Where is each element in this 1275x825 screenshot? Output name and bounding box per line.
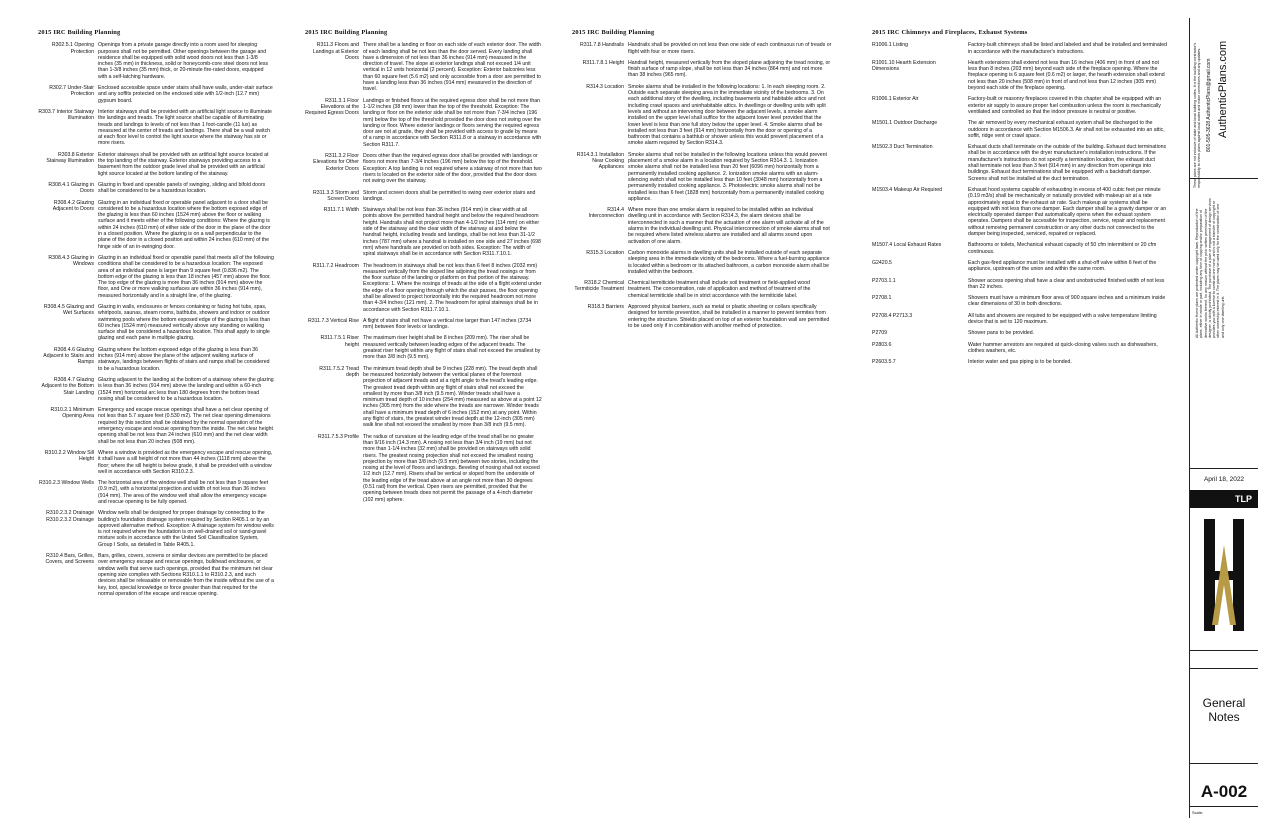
code-section-text: The horizontal area of the window well shall be not less than 9 square feet (0.9 m2), with a horizontal projection and width of not less than 36 inches (914 mm). The area of the window well shall allow the emergency escape and rescue opening to be fully opened. xyxy=(98,480,269,505)
code-section-label: R311.7.8.1 Height xyxy=(582,59,624,66)
code-section-label: R318.2 Chemical Termiticide Treatment xyxy=(574,280,624,293)
code-entry xyxy=(572,250,832,275)
code-section-text: Enclosed accessible space under stairs shall have walls, under-stair surface and any soffits protected on the enclosed side with 1/2-inch (12.7 mm) gypsum board. xyxy=(98,85,273,104)
code-section-text: There shall be a landing or floor on each side of each exterior door. The width of each landing shall be not less than the door served. Every landing shall have a dimension of not less than 36 inches (914 mm) measured in the direction of travel. The slope at exterior landings shall not exceed 1/4 unit vertical in 12 units horizontal (2 percent). Exception: Exterior balconies less than 60 square feet (5.6 m2) and only accessible from a door are permitted to have a landing less than 36 inches (914 mm) measured in the direction of travel. xyxy=(363,42,541,93)
code-section-text: The headroom in stairways shall be not less than 6 feet 8 inches (2032 mm) measured vertically from the sloped line adjoining the tread nosings or from the floor surface of the landing or platform on that portion of the stairway. Exceptions: 1. Where the nosings of treads at the side of a flight extend under the edge of a floor opening through which the stair passes, the floor opening shall be allowed to project horizontally into the required headroom not more than 4-3/4 inches (121 mm). 2. The headroom for spiral stairways shall be in accordance with Section R311.7.10.1. xyxy=(363,262,542,313)
code-section-text: Emergency and escape rescue openings shall have a net clear opening of not less than 5.7 square feet (0.530 m2). The net clear opening dimensions required by this section shall be obtained by the normal operation of the emergency escape and rescue opening from the inside. The net clear height opening shall be not less than 24 inches (610 mm) and the net clear width shall be not less than 20 inches (508 mm). xyxy=(98,407,273,445)
code-entry xyxy=(38,255,274,299)
code-section-text: The minimum tread depth shall be 9 inches (228 mm). The tread depth shall be measured horizontally between the vertical planes of the foremost projection of adjacent treads and at a right angle to the tread's leading edge. The greatest tread depth within any flight of stairs shall not exceed the smallest by more than 3/8 inch (9.5 mm). Winder treads shall have a minimum tread depth of 10 inches (254 mm) measured as above at a point 12 inches (305 mm) from the side where the treads are narrower. Winder treads shall have a minimum tread depth of 6 inches (152 mm) at any point. Within any flight of stairs, the greatest winder tread depth at the 12-inch (305 mm) walk line shall not exceed the smallest by more than 3/8 inch (9.5 mm). xyxy=(363,365,542,429)
code-entry xyxy=(572,304,832,329)
code-section-label: R311.3.3 Storm and Screen Doors xyxy=(312,189,359,202)
code-section-text: All tubs and showers are required to be equipped with a valve temperature limiting device that is set to 120 maximum. xyxy=(968,312,1157,325)
code-section-text: Bathrooms or toilets, Mechanical exhaust capacity of 50 cfm intermittent or 20 cfm continuous. xyxy=(968,242,1157,255)
code-section-text: Glazing in an individual fixed or operable panel that meets all of the following conditions shall be considered to be a hazardous location: The exposed area of an individual pane is larger than 9 square feet (0.836 m2). The bottom edge of the glazing is less than 18 inches (457 mm) above the floor. The top edge of the glazing is more than 36 inches (914 mm) above the floor, and One or more walking surfaces are within 36 inches (914 mm), measured horizontally and in a straight line, of the glazing. xyxy=(98,254,274,299)
code-section-text: Bars, grilles, covers, screens or similar devices are permitted to be placed over emergency escape and rescue openings, bulkhead enclosures, or window wells that serve such openings, provided that the minimum net clear opening size complies with Sections R310.1.1 to R310.2.3, and such devices shall be releasable or removable from the inside without the use of a key, tool, special knowledge or force greater than that required for the normal operation of the escape and rescue opening. xyxy=(98,553,274,597)
column-building-planning-1 xyxy=(38,30,274,602)
code-entry xyxy=(305,98,542,148)
code-section-text: The air removed by every mechanical exhaust system shall be discharged to the outdoors in accordance with Section M1506.3. Air shall not be exhausted into an attic, soffit, ridge vent or crawl space. xyxy=(968,120,1165,139)
code-section-text: Water hammer arrestors are required at quick-closing valves such as dishwashers, clothes washers, etc. xyxy=(968,341,1158,354)
issue-date: April 18, 2022 xyxy=(1203,476,1245,483)
code-entry xyxy=(572,152,832,202)
code-entry xyxy=(872,242,1167,255)
code-section-text: Exterior stairways shall be provided with an artificial light source located at the top landing of the stairway. Exterior stairways providing access to a basement from the outdoor grade level shall be provided with an artificial light source located at the bottom landing of the stairway. xyxy=(98,151,269,177)
code-section-text: Shower access opening shall have a clear and unobstructed finished width of not less than 22 inches. xyxy=(968,277,1165,290)
code-section-label: R315.3 Location xyxy=(586,249,624,256)
code-section-label: G2420.5 xyxy=(872,259,892,266)
code-section-label: R314.4 Interconnection xyxy=(588,207,624,220)
code-entry xyxy=(872,187,1167,237)
code-entry xyxy=(305,153,542,184)
firm-contact: 801-505-3628 AuthenticPlans@gmail.com xyxy=(1206,58,1212,152)
code-section-label: R311.7.8 Handrails xyxy=(579,42,624,49)
code-entry xyxy=(305,366,542,429)
code-section-text: Glazing in an individual fixed or operable panel adjacent to a door shall be considered to be a hazardous location where the bottom exposed edge of the glazing is less than 60 inches (1524 mm) above the floor or walking surface and it meets either of the following conditions: Where the glazing is within 24 inches (610 mm) of either side of the door in the plane of the door in a closed position. Where the glazing is on a wall perpendicular to the plane of the door in a closed position and within 24 inches (610 mm) of the hinge side of an in-swinging door. xyxy=(98,199,271,250)
title-block xyxy=(1189,18,1258,818)
code-entry xyxy=(38,510,274,548)
code-section-label: P2708.4 P2713.3 xyxy=(872,312,913,319)
code-section-text: Window wells shall be designed for proper drainage by connecting to the building's foundation drainage system required by Section R405.1 or by an approved alternative method. Exception: A drainage system for window wells is not required where the foundation is on well-drained soil or sand-gravel mixture soils in accordance with the United Soil Classification System, Group I Soils, as detailed in Table R405.1. xyxy=(98,510,274,548)
divider xyxy=(1190,806,1258,807)
column-building-planning-3 xyxy=(572,30,832,334)
column-title: 2015 IRC Building Planning xyxy=(305,29,388,36)
code-entry xyxy=(38,480,274,505)
code-entry xyxy=(305,335,542,360)
code-entry xyxy=(572,207,832,245)
code-section-text: Where more than one smoke alarm is required to be installed within an individual dwelling unit in accordance with Section R314.3, the alarm devices shall be interconnected in such a manner that the actuation of one alarm will activate all of the alarms in the individual dwelling unit. Physical interconnection of smoke alarms shall not be required where listed wireless alarms are installed and all alarms sound upon activation of one alarm. xyxy=(628,207,830,245)
code-section-text: Storm and screen doors shall be permitted to swing over exterior stairs and landings. xyxy=(363,189,536,202)
divider xyxy=(1190,650,1258,651)
code-section-label: M1507.4 Local Exhaust Rates xyxy=(872,242,942,249)
code-entry xyxy=(572,84,832,147)
code-section-text: The maximum riser height shall be 8 inches (209 mm). The riser shall be measured vertically between leading edges of the adjacent treads. The greatest riser height within any flight of stairs shall not exceed the smallest by more than 3/8 inch (9.5 mm). xyxy=(363,335,541,361)
code-section-label: R310.2.3.2 Drainage R310.2.3.2 Drainage xyxy=(46,510,94,523)
code-section-text: Shower pans to be provided. xyxy=(968,330,1035,337)
code-entry xyxy=(38,85,274,104)
code-entry xyxy=(38,42,274,80)
client-code-badge: TLP xyxy=(1190,490,1258,508)
code-entry xyxy=(38,450,274,475)
code-entry xyxy=(872,278,1167,291)
code-entry xyxy=(305,190,542,203)
code-section-text: Handrail height, measured vertically from the sloped plane adjoining the tread nosing, or finish surface of ramp slope, shall be not less than 34 inches (864 mm) and not more than 38 inches (965 mm). xyxy=(628,59,831,79)
code-section-text: Where a window is provided as the emergency escape and rescue opening, it shall have a sill height of not more than 44 inches (1118 mm) above the floor; where the sill height is below grade, it shall be provided with a window well in accordance with Section R310.2.3. xyxy=(98,449,273,475)
code-entry xyxy=(872,60,1167,91)
code-section-label: P2709 xyxy=(872,330,888,337)
code-entry xyxy=(38,347,274,372)
scale-label: Scale: xyxy=(1192,810,1204,815)
code-section-text: Showers must have a minimum floor area of 900 square inches and a minimum inside clear dimensions of 30 in both directions. xyxy=(968,295,1166,308)
code-section-label: R311.7.5.2 Tread depth xyxy=(319,365,359,378)
code-section-label: R1001.10 Hearth Extension Dimensions xyxy=(872,59,936,73)
code-entry xyxy=(38,304,274,342)
code-entry xyxy=(305,42,542,92)
code-entry xyxy=(872,260,1167,273)
code-section-text: A flight of stairs shall not have a vertical rise larger than 147 inches (3734 mm) between floor levels or landings. xyxy=(363,317,532,331)
code-entry xyxy=(38,407,274,445)
code-entry xyxy=(872,359,1167,365)
code-entry xyxy=(305,434,542,503)
code-section-text: Interior stairways shall be provided with an artificial light source to illuminate the landings and treads. The light source shall be capable of illuminating treads and landings to levels of not less than 1 foot-candle (11 lux) as measured at the center of treads and landings. There shall be a wall switch at each floor level to control the light source where the stairway has six or more risers. xyxy=(98,108,272,147)
code-section-label: R308.4.2 Glazing Adjacent to Doors xyxy=(52,199,94,212)
code-section-label: R311.3.1 Floor Elevations at the Required Egress Doors xyxy=(305,97,359,117)
code-section-label: R303.8 Exterior Stairway Illumination xyxy=(46,151,94,165)
code-section-label: M1503.4 Makeup Air Required xyxy=(872,186,943,193)
code-section-text: Openings from a private garage directly into a room used for sleeping purposes shall not be permitted. Other openings between the garage and residence shall be equipped with solid wood doors not less than 1-3/8 inches (35 mm) in thickness, solid or honeycomb-core steel doors not less than 1-3/8 inches (35 mm) thick, or 20-minute fire-rated doors, equipped with a self-latching hardware. xyxy=(98,42,269,80)
code-entry xyxy=(572,280,832,299)
code-section-label: R310.2.1 Minimum Opening Area xyxy=(50,407,94,420)
column-title: 2015 IRC Building Planning xyxy=(572,29,655,36)
divider xyxy=(1190,668,1258,669)
code-section-label: R314.3 Location xyxy=(586,83,624,90)
code-section-label: M1502.3 Duct Termination xyxy=(872,144,933,151)
code-section-label: R311.7.3 Vertical Rise xyxy=(308,317,359,324)
code-section-text: Glazing adjacent to the landing at the bottom of a stairway where the glazing is less than 36 inches (914 mm) above the landing and within a 60-inch (1524 mm) horizontal arc less than 180 degrees from the bottom tread nosing shall be considered to be a hazardous location. xyxy=(98,376,274,402)
code-section-label: M1501.1 Outdoor Discharge xyxy=(872,120,938,127)
column-chimneys-exhaust xyxy=(872,30,1167,370)
code-section-text: Factory-built chimneys shall be listed and labeled and shall be installed and terminated in accordance with the manufacturer's instructions. xyxy=(968,42,1167,55)
code-entry xyxy=(572,42,832,55)
code-section-label: R1006.1 Exterior Air xyxy=(872,96,919,103)
code-section-label: R310.2.2 Window Sill Height xyxy=(44,449,94,463)
firm-name: AuthenticPlans.com xyxy=(1217,40,1229,138)
column-building-planning-2 xyxy=(305,30,542,508)
code-section-label: R310.4 Bars, Grilles, Covers, and Screens xyxy=(45,553,94,566)
code-entry xyxy=(38,109,274,147)
divider xyxy=(1190,468,1258,469)
code-section-label: P2803.6 xyxy=(872,341,892,348)
code-entry xyxy=(305,207,542,257)
code-section-text: The radius of curvature at the leading edge of the tread shall be no greater than 9/16 inch (14.3 mm). A nosing not less than 3/4 inch (19 mm) but not more than 1-1/4 inches (32 mm) shall be provided on stairways with solid risers. The greatest nosing projection shall not exceed the smallest nosing projection by more than 3/8 inch (9.5 mm) between two stories, including the nosing at the level of floors and landings. Beveling of nosing shall not exceed 1/2 inch (12.7 mm). Risers shall be vertical or sloped from the underside of the leading edge of the tread above at an angle not more than 30 degrees (0.51 rad) from the vertical. Open risers are permitted, provided that the opening between treads does not permit the passage of a 4-inch diameter (102 mm) sphere. xyxy=(363,433,540,503)
code-section-text: Exhaust hood systems capable of exhausting in excess of 400 cubic feet per minute (0.19 m3/s) shall be mechanically or naturally provided with makeup air at a rate approximately equal to the exhaust air rate. Such makeup air systems shall be equipped with not less than one damper. Each damper shall be a gravity damper or an electrically operated damper that automatically opens when the exhaust system operates. Dampers shall be accessible for inspection, service, repair and replacement without removing permanent construction or any other ducts not connected to the damper being inspected, serviced, repaired or replaced. xyxy=(968,186,1167,238)
code-entry xyxy=(305,263,542,313)
code-section-text: Chemical termiticide treatment shall include soil treatment or field-applied wood treatment. The concentration, rate of application and method of treatment of the chemical termiticide shall be in strict accordance with the termiticide label. xyxy=(628,280,811,299)
code-section-text: Smoke alarms shall not be installed in the following locations unless this would prevent placement of a smoke alarm in a location required by Section R314.3. 1. Ionization smoke alarms shall not be installed less than 20 feet (6096 mm) horizontally from a permanently installed cooking appliance. 2. Ionization smoke alarms with an alarm-silencing switch shall not be installed less than 10 feet (3048 mm) horizontally from a permanently installed cooking appliance. 3. Photoelectric smoke alarms shall not be installed less than 6 feet (1828 mm) horizontally from a permanently installed cooking appliance. xyxy=(628,151,827,202)
code-entry xyxy=(872,144,1167,182)
code-section-label: R314.3.1 Installation Near Cooking Appliances xyxy=(576,151,624,171)
code-section-label: R308.4.7 Glazing Adjacent to the Bottom Stair Landing xyxy=(41,376,94,396)
code-entry xyxy=(38,200,274,250)
code-section-text: Landings or finished floors at the required egress door shall be not more than 1-1/2 inches (38 mm) lower than the top of the threshold. Exception: The landing or floor on the exterior side shall be not more than 7-3/4 inches (196 mm) below the top of the threshold provided the door does not swing over the landing or floor. Where exterior landings or floors serving the required egress door are not at grade, they shall be provided with access to grade by means of a ramp in accordance with Section R311.8 or a stairway in accordance with Section R311.7. xyxy=(363,97,542,148)
code-section-label: R308.4.3 Glazing in Windows xyxy=(48,254,94,268)
code-section-label: R311.3.2 Floor Elevations for Other Exterior Doors xyxy=(313,153,359,172)
code-entry xyxy=(572,60,832,79)
code-section-label: R302.5.1 Opening Protection xyxy=(51,42,94,55)
code-section-text: Smoke alarms shall be installed in the following locations: 1. In each sleeping room. 2. Outside each separate sleeping area in the immediate vicinity of the bedrooms. 3. On each additional story of the dwelling, including basements and habitable attics and not including crawl spaces and uninhabitable attics. In dwellings or dwelling units with split levels and without an intervening door between the adjacent levels, a smoke alarm installed on the upper level shall suffice for the adjacent lower level provided that the lower level is less than one full story below the upper level. 4. Smoke alarms shall be installed not less than 3 feet (914 mm) horizontally from the door or opening of a bathroom that contains a bathtub or shower unless this would prevent placement of a smoke alarm required by Section R314.3. xyxy=(628,83,826,147)
code-section-text: Glazing in fixed and operable panels of swinging, sliding and bifold doors shall be considered to be a hazardous location. xyxy=(98,181,266,195)
code-section-text: Exhaust ducts shall terminate on the outside of the building. Exhaust duct terminations shall be in accordance with the dryer manufacturer's installation instructions. If the manufacturer's instructions do not specify a termination location, the exhaust duct shall terminate not less than 3 feet (914 mm) in any direction from openings into buildings. Exhaust duct terminations shall be equipped with a backdraft damper. Screens shall not be installed at the duct termination. xyxy=(968,144,1167,182)
code-section-label: R311.7.2 Headroom xyxy=(312,262,359,269)
code-section-text: Approved physical barriers, such as metal or plastic sheeting or collars specifically designed for termite prevention, shall be installed in a manner to prevent termites from entering the structure. Shields placed on top of an exterior foundation wall are permitted to be used only if in combination with another method of protection. xyxy=(628,303,830,329)
code-section-label: R311.7.1 Width xyxy=(323,207,359,214)
code-section-text: Doors other than the required egress door shall be provided with landings or floors not more than 7-3/4 inches (196 mm) below the top of the threshold. Exception: A top landing is not required where a stairway of not more than two risers is located on the exterior side of the door, provided that the door does not swing over the stairway. xyxy=(363,153,542,185)
firm-note: These plans are not inclusive of state and local building codes. It is the building contractor's responsibility to check plans against local codes and make corrections and any updates. xyxy=(1193,42,1202,188)
sheet-title: General Notes xyxy=(1202,696,1246,724)
column-title: 2015 IRC Building Planning xyxy=(38,29,121,36)
code-entry xyxy=(872,120,1167,139)
code-entry xyxy=(305,318,542,331)
code-section-label: P2703.1.1 xyxy=(872,277,896,284)
code-section-label: R303.7 Interior Stairway Illumination xyxy=(38,108,94,122)
code-entry xyxy=(872,42,1167,55)
column-title: 2015 IRC Chimneys and Fireplaces, Exhaust Systems xyxy=(872,29,1028,36)
sheet-number: A-002 xyxy=(1200,782,1248,801)
code-section-text: Glazing where the bottom exposed edge of the glazing is less than 36 inches (914 mm) above the plane of the adjacent walking surface of stairways, landings between flights of stairs and ramps shall be considered to be a hazardous location. xyxy=(98,346,270,372)
divider xyxy=(1190,763,1258,764)
code-entry xyxy=(38,553,274,597)
code-section-text: Each gas-fired appliance must be installed with a shut-off valve within 6 feet of the appliance, upstream of the union and within the same room. xyxy=(968,259,1157,273)
code-section-label: R311.3 Floors and Landings at Exterior Doors xyxy=(312,42,359,61)
code-section-label: R302.7 Under-Stair Protection xyxy=(49,85,94,98)
authentic-home-logo-icon xyxy=(1202,515,1246,635)
code-entry xyxy=(38,182,274,195)
code-section-label: R310.2.3 Window Wells xyxy=(39,480,94,487)
code-entry xyxy=(872,330,1167,336)
code-section-text: Factory-built or masonry fireplaces covered in this chapter shall be equipped with an exterior air supply to assure proper fuel combustion unless the room is mechanically ventilated and controlled so that the indoor pressure is neutral or positive. xyxy=(968,96,1162,115)
code-section-label: R311.7.5.3 Profile xyxy=(317,433,359,440)
code-section-text: Interior water and gas piping is to be bonded. xyxy=(968,359,1072,366)
code-section-text: Stairways shall be not less than 36 inches (914 mm) in clear width at all points above the permitted handrail height and below the required headroom height. Handrails shall not project more than 4-1/2 inches (114 mm) on either side of the stairway and the clear width of the stairway at and below the handrail height, including treads and landings, shall be not less than 31-1/2 inches (787 mm) where a handrail is installed on one side and 27 inches (698 mm) where handrails are provided on both sides. Exception: The width of spiral stairways shall be in accordance with Section R311.7.10.1. xyxy=(363,207,541,258)
code-section-label: R308.4.5 Glazing and Wet Surfaces xyxy=(43,303,94,317)
code-section-label: R311.7.5.1 Riser height xyxy=(320,335,359,348)
code-section-text: Hearth extensions shall extend not less than 16 inches (406 mm) in front of and not less than 8 inches (203 mm) beyond each side of the fireplace opening. Where the fireplace opening is 6 square feet (0.6 m2) or larger, the hearth extension shall extend not less than 20 inches (508 mm) in front of and not less than 12 inches (305 mm) beyond each side of the fireplace opening. xyxy=(968,59,1165,92)
code-section-text: Handrails shall be provided on not less than one side of each continuous run of treads or flight with four or more risers. xyxy=(628,42,832,55)
code-entry xyxy=(872,342,1167,355)
code-section-label: P2603.5.7 xyxy=(872,359,896,366)
code-entry xyxy=(38,377,274,402)
code-entry xyxy=(872,313,1167,326)
code-section-label: R318.3 Barriers xyxy=(587,303,624,310)
code-section-label: P2708.1 xyxy=(872,295,892,302)
divider xyxy=(1190,178,1258,179)
code-entry xyxy=(872,295,1167,308)
copyright-note: All Authentic Home plans are protected under copyright laws. Reproduction of the plans, either in whole or part, including any form of copying and/or preparation of derivative works thereof, for any reason without the prior written permission of the designer, is strictly prohibited. The purchase of a plan or engagement of design services provides you with a license to construct one home, and is not a transfer of copyright or other ownership interest in it. The plans may be used only for the construction of one and only one dwelling unit. xyxy=(1195,198,1225,338)
code-section-label: R308.4.6 Glazing Adjacent to Stairs and Ramps xyxy=(43,346,94,366)
code-section-label: R308.4.1 Glazing in Doors xyxy=(48,181,94,195)
code-entry xyxy=(38,152,274,177)
code-section-text: Glazing in walls, enclosures or fences containing or facing hot tubs, spas, whirlpools, saunas, steam rooms, bathtubs, showers and indoor or outdoor swimming pools where the bottom exposed edge of the glazing is less than 60 inches (1524 mm) measured vertically above any standing or walking surface shall be considered a hazardous location. This shall apply to single glazing and each pane in multiple glazing. xyxy=(98,303,271,342)
code-entry xyxy=(872,96,1167,115)
code-section-text: Carbon monoxide alarms in dwelling units shall be installed outside of each separate sleeping area in the immediate vicinity of the bedrooms. Where a fuel-burning appliance is located within a bedroom or its attached bathroom, a carbon monoxide alarm shall be installed within the bedroom. xyxy=(628,249,830,275)
code-section-label: R1006.1 Listing xyxy=(872,42,909,49)
